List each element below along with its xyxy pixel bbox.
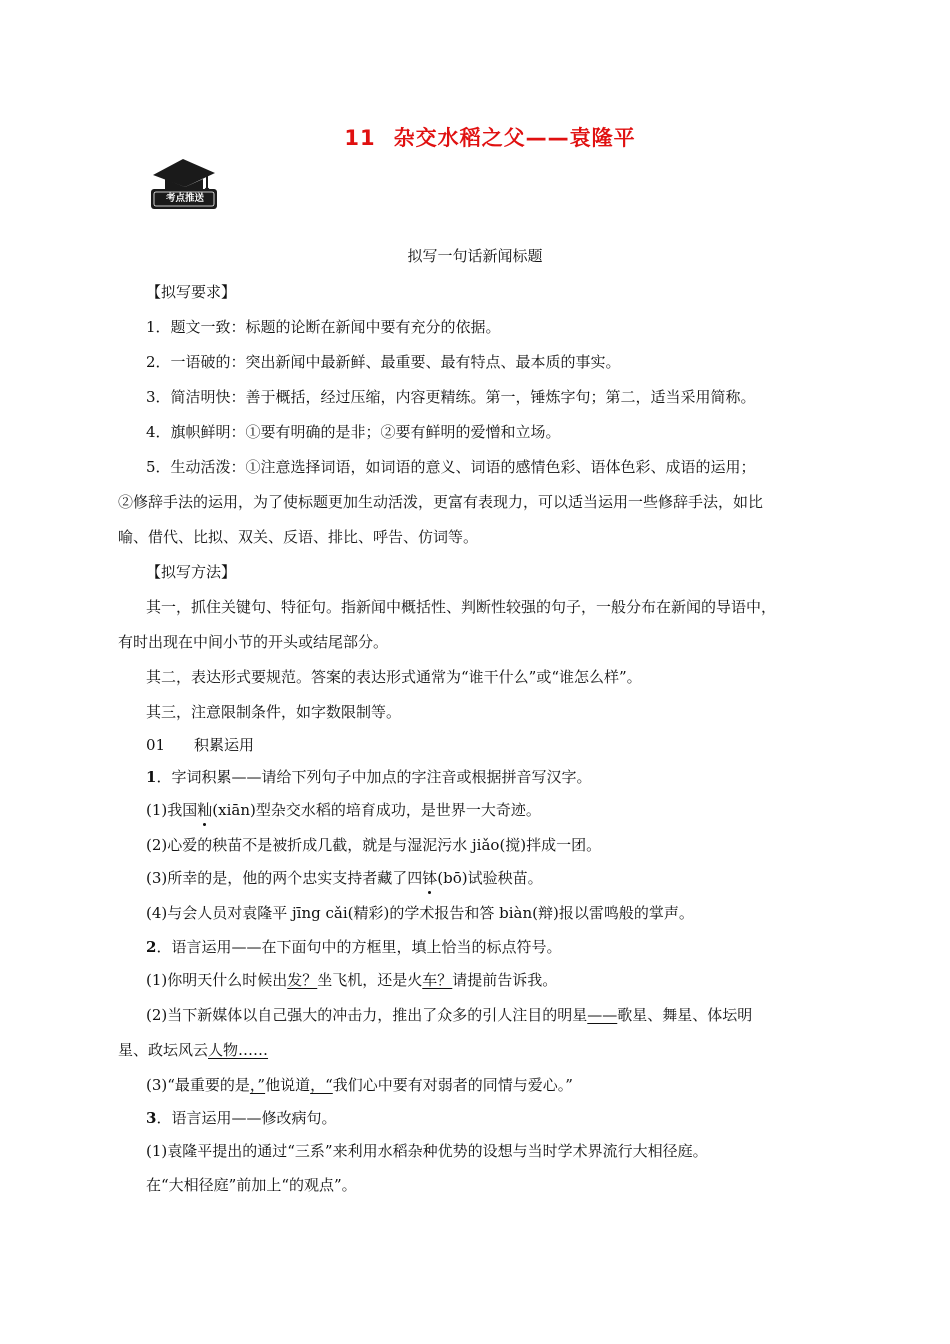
question-number: 1 [146, 768, 157, 786]
requirement-item: 4．旗帜鲜明：①要有明确的是非；②要有鲜明的爱憎和立场。 [146, 423, 561, 441]
question-2-item: (1)你明天什么时候出发？坐飞机，还是火车？请提前告诉我。 [146, 971, 558, 989]
method-item: 其三，注意限制条件，如字数限制等。 [146, 703, 402, 721]
requirements-header: 【拟写要求】 [146, 283, 237, 301]
dotted-character: 钵 [422, 869, 438, 887]
answer-punctuation: 人物…… [208, 1041, 269, 1059]
graduation-cap-icon [147, 155, 221, 217]
page-title [0, 122, 950, 152]
answer-punctuation: 发？ [287, 971, 318, 989]
question-2-item: (3)“最重要的是，”他说道，“我们心中要有对弱者的同情与爱心。” [146, 1076, 573, 1094]
answer-punctuation: ，” [249, 1076, 266, 1094]
question-2-stem [146, 937, 866, 957]
question-3-item: (1)袁隆平提出的通过“三系”来利用水稻杂种优势的设想与当时学术界流行大相径庭。 [146, 1142, 708, 1160]
question-number: 3 [146, 1109, 157, 1127]
answer-punctuation: ，“ [310, 1076, 333, 1094]
requirement-item: 2．一语破的：突出新闻中最新鲜、最重要、最有特点、最本质的事实。 [146, 353, 621, 371]
question-1-stem [146, 767, 866, 787]
badge-label: 考点推送 [165, 193, 204, 204]
dotted-character: 籼 [197, 801, 213, 819]
requirement-item: ②修辞手法的运用，为了使标题更加生动活泼，更富有表现力，可以适当运用一些修辞手法，如比 [118, 493, 764, 511]
section-heading [146, 735, 866, 755]
question-1-item: (4)与会人员对袁隆平 jīng cǎi(精彩)的学术报告和答 biàn(辩)报以雷鸣般的掌声。 [146, 904, 694, 922]
requirement-item: 喻、借代、比拟、双关、反语、排比、呼告、仿词等。 [118, 528, 479, 546]
question-stem: ．语言运用——在下面句中的方框里，填上恰当的标点符号。 [156, 938, 562, 956]
section-number: 01 [146, 736, 166, 754]
lesson-title: 杂交水稻之父——袁隆平 [393, 126, 636, 150]
method-item: 其二，表达形式要规范。答案的表达形式通常为“谁干什么”或“谁怎么样”。 [146, 668, 642, 686]
question-number: 2 [146, 938, 157, 956]
question-stem: ．字词积累——请给下列句子中加点的字注音或根据拼音写汉字。 [156, 768, 592, 786]
method-item: 其一，抓住关键句、特征句。指新闻中概括性、判断性较强的句子，一般分布在新闻的导语中， [146, 598, 777, 616]
section-title: 积累运用 [194, 736, 255, 754]
requirement-item: 5．生动活泼：①注意选择词语，如词语的意义、词语的感情色彩、语体色彩、成语的运用； [146, 458, 756, 476]
lesson-number: 11 [344, 126, 376, 150]
exam-point-badge [147, 155, 221, 217]
answer-punctuation: 车？ [422, 971, 453, 989]
section-subtitle: 拟写一句话新闻标题 [407, 247, 543, 265]
question-stem: ．语言运用——修改病句。 [156, 1109, 337, 1127]
question-3-stem [146, 1108, 866, 1128]
question-3-answer: 在“大相径庭”前加上“的观点”。 [146, 1176, 357, 1194]
question-1-item: (1)我国籼(xiān)型杂交水稻的培育成功，是世界一大奇迹。 [146, 801, 541, 819]
answer-punctuation: —— [587, 1006, 618, 1024]
question-2-item: (2)当下新媒体以自己强大的冲击力，推出了众多的引人注目的明星——歌星、舞星、体坛明 [146, 1006, 753, 1024]
requirement-item: 1．题文一致：标题的论断在新闻中要有充分的依据。 [146, 318, 501, 336]
requirement-item: 3．简洁明快：善于概括，经过压缩，内容更精练。第一，锤炼字句；第二，适当采用简称。 [146, 388, 756, 406]
methods-header: 【拟写方法】 [146, 563, 237, 581]
question-2-item-continued: 星、政坛风云人物…… [118, 1041, 269, 1059]
question-1-item: (2)心爱的秧苗不是被折成几截，就是与湿泥污水 jiǎo(搅)拌成一团。 [146, 836, 602, 854]
method-item: 有时出现在中间小节的开头或结尾部分。 [118, 633, 389, 651]
question-1-item: (3)所幸的是，他的两个忠实支持者藏了四钵(bō)试验秧苗。 [146, 869, 543, 887]
